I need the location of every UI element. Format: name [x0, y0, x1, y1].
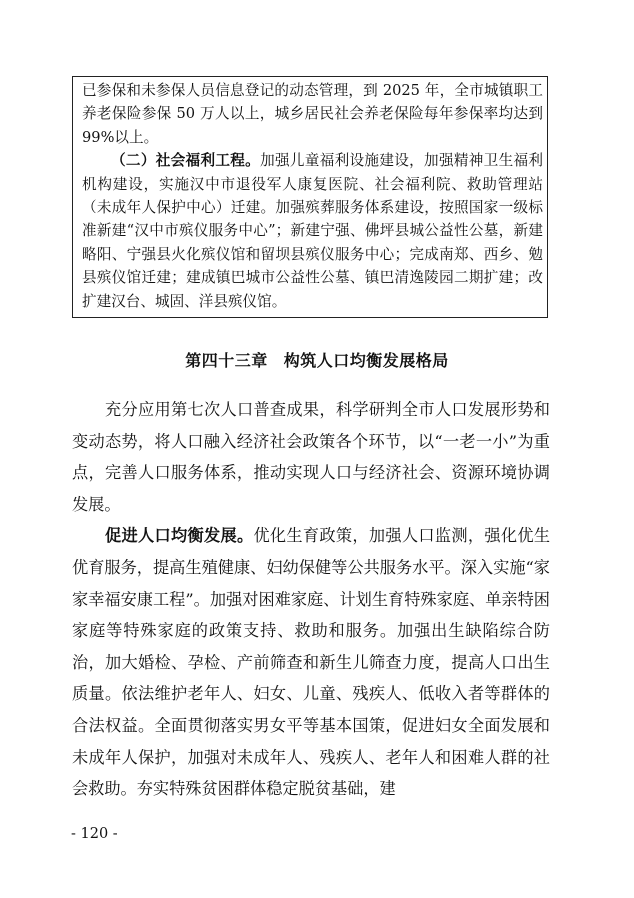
chapter-body [72, 394, 550, 805]
body-paragraph-population-balance [72, 520, 550, 804]
body-paragraph-intro: 充分应用第七次人口普查成果，科学研判全市人口发展形势和变动态势，将人口融入经济社会政策各个环节，以“一老一小”为重点，完善人口服务体系，推动实现人口与经济社会、资源环境协调发展。 [72, 400, 550, 514]
body-paragraph-text: 优化生育政策，加强人口监测，强化优生优育服务，提高生殖健康、妇幼保健等公共服务水平。深入实施“家家幸福安康工程”。加强对困难家庭、计划生育特殊家庭、单亲特困家庭等特殊家庭的政策支持、救助和服务。加强出生缺陷综合防治，加大婚检、孕检、产前筛查和新生儿筛查力度，提高人口出生质量。依法维护老年人、妇女、儿童、残疾人、低收入者等群体的合法权益。全面贯彻落实男女平等基本国策，促进妇女全面发展和未成年人保护，加强对未成年人、残疾人、老年人和困难人群的社会救助。夯实特殊贫困群体稳定脱贫基础，建 [72, 526, 551, 799]
chapter-number: 第四十三章 [185, 351, 268, 370]
box-paragraph-pension: 已参保和未参保人员信息登记的动态管理，到 2025 年，全市城镇职工养老保险参保 50 万人以上，城乡居民社会养老保险每年参保率均达到 99%以上。 [82, 82, 543, 146]
boxed-text-section [72, 76, 548, 318]
box-paragraph-text: 加强儿童福利设施建设，加强精神卫生福利机构建设，实施汉中市退役军人康复医院、社会福利院、救助管理站（未成年人保护中心）迁建。加强殡葬服务体系建设，按照国家一级标准新建“汉中市殡仪服务中心”；新建宁强、佛坪县城公益性公墓，新建略阳、宁强县火化殡仪馆和留坝县殡仪服务中心；完成南郑、西乡、勉县殡仪馆迁建；建成镇巴城市公益性公墓、镇巴清逸陵园二期扩建；改扩建汉台、城固、洋县殡仪馆。 [82, 152, 543, 310]
chapter-heading [0, 348, 634, 371]
box-paragraph-heading: （二）社会福利工程。 [111, 152, 261, 170]
box-paragraph-social-welfare [82, 149, 543, 313]
page-number: - 120 - [71, 826, 118, 842]
body-paragraph-heading: 促进人口均衡发展。 [105, 526, 254, 546]
chapter-title: 构筑人口均衡发展格局 [283, 351, 449, 370]
